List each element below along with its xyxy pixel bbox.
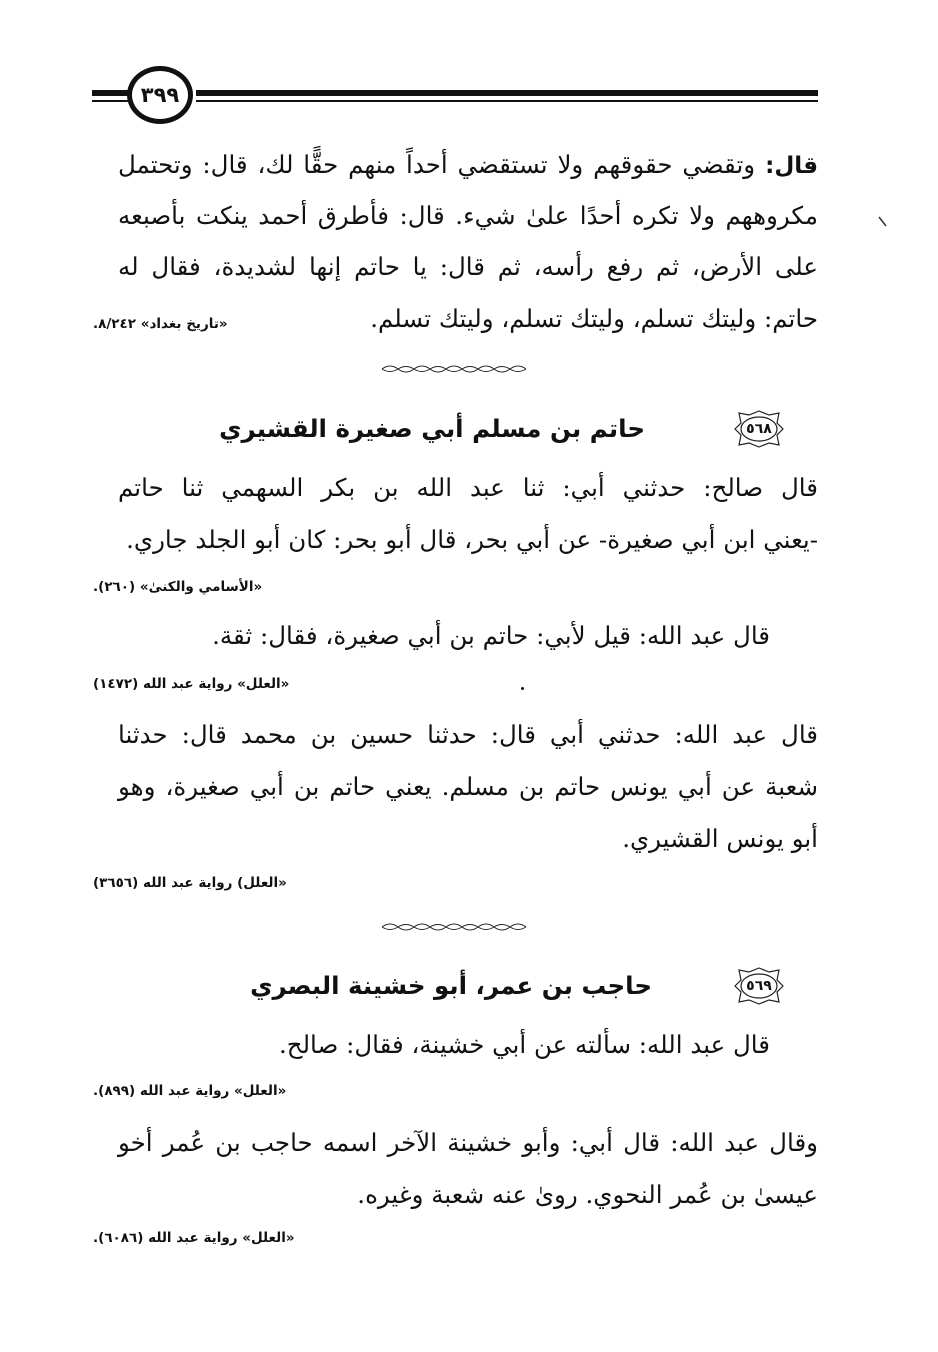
text-line: وقال عبد الله: قال أبي: وأبو خشينة الآخر اسمه حاجب بن عُمر أخو	[118, 1128, 818, 1157]
entry-title: حاجب بن عمر، أبو خشينة البصري	[250, 971, 652, 1000]
text-line: قال عبد الله: سألته عن أبي خشينة، فقال: صالح.	[278, 1030, 770, 1059]
reference: «الأسامي والكنىٰ» (٢٦٠).	[93, 579, 263, 595]
text-line: -يعني ابن أبي صغيرة- عن أبي بحر، قال أبو بحر: كان أبو الجلد جاري.	[126, 525, 818, 554]
text-line: أبو يونس القشيري.	[622, 824, 818, 853]
ornament-divider-icon	[380, 364, 530, 374]
text-line: قال عبد الله: حدثني أبي قال: حدثنا حسين بن محمد قال: حدثنا	[118, 720, 818, 749]
margin-mark-icon	[878, 216, 888, 228]
text-line: قال عبد الله: قيل لأبي: حاتم بن أبي صغيرة، فقال: ثقة.	[212, 621, 770, 650]
header-rule	[92, 100, 130, 102]
ornament-divider-icon	[380, 922, 530, 932]
reference: «العلل» رواية عبد الله (٦٠٨٦).	[93, 1230, 295, 1246]
header-rule	[196, 90, 818, 96]
reference: «العلل» رواية عبد الله (١٤٧٢)	[93, 676, 290, 692]
header-rule	[92, 90, 130, 96]
entry-number: ٥٦٨	[746, 421, 772, 437]
text-line: شعبة عن أبي يونس حاتم بن مسلم. يعني حاتم بن أبي صغيرة، وهو	[118, 772, 818, 801]
reference: «العلل) رواية عبد الله (٣٦٥٦)	[93, 875, 287, 891]
reference: «العلل» رواية عبد الله (٨٩٩).	[93, 1083, 287, 1099]
text-line: قال: وتقضي حقوقهم ولا تستقضي أحداً منهم حقًّا لك، قال: وتحتمل	[118, 150, 819, 179]
text-line: على الأرض، ثم رفع رأسه، ثم قال: يا حاتم إنها لشديدة، فقال له	[118, 252, 818, 281]
reference: «تاريخ بغداد» ٨/٢٤٢.	[93, 316, 228, 332]
stray-dot	[521, 687, 524, 690]
header-rule	[196, 100, 818, 102]
text-line: عيسىٰ بن عُمر النحوي. روىٰ عنه شعبة وغيره.	[357, 1180, 818, 1209]
page-number: ٣٩٩	[127, 66, 193, 124]
text-line: حاتم: وليتك تسلم، وليتك تسلم، وليتك تسلم.	[370, 304, 818, 333]
text-line: قال صالح: حدثني أبي: ثنا عبد الله بن بكر السهمي ثنا حاتم	[118, 473, 818, 502]
entry-number: ٥٦٩	[746, 978, 772, 994]
entry-title: حاتم بن مسلم أبي صغيرة القشيري	[219, 414, 645, 443]
text-line: مكروههم ولا تكره أحدًا علىٰ شيء. قال: فأطرق أحمد ينكت بأصبعه	[118, 201, 818, 230]
